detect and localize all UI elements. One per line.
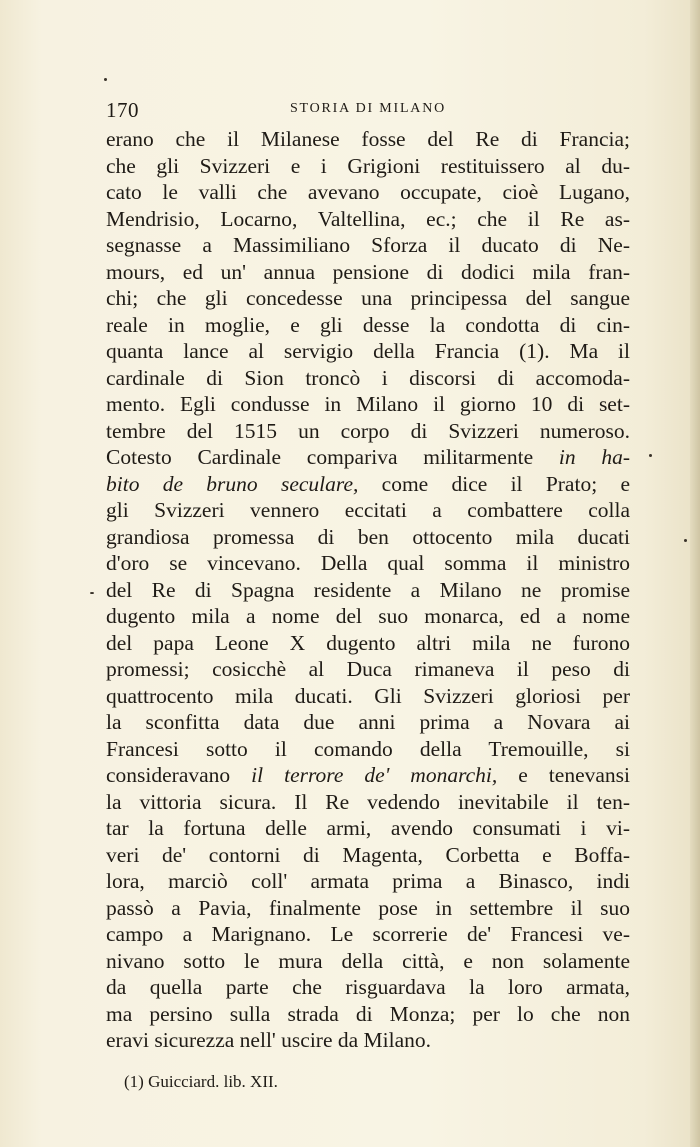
text-line: d'oro se vincevano. Della qual somma il ministro [106, 551, 630, 575]
text-line: segnasse a Massimiliano Sforza il ducato di Ne- [106, 233, 630, 257]
text-line: dugento mila a nome del suo monarca, ed a nome [106, 604, 630, 628]
ink-speck [90, 592, 94, 594]
text-line: reale in moglie, e gli desse la condotta di cin- [106, 312, 630, 337]
text-line: tembre del 1515 un corpo di Svizzeri numeroso. [106, 418, 630, 443]
page-header [106, 98, 630, 122]
ink-speck [104, 78, 107, 81]
text-line: Francesi sotto il comando della Tremouille, si [106, 736, 630, 761]
text-line: gli Svizzeri vennero eccitati a combattere colla [106, 498, 630, 522]
text-line: consideravano il terrore de' monarchi, e tenevansi [106, 763, 630, 787]
text-line: quanta lance al servigio della Francia (1). Ma il [106, 339, 630, 363]
text-line: bito de bruno seculare, come dice il Prato; e [106, 471, 630, 496]
text-line: passò a Pavia, finalmente pose in settembre il suo [106, 895, 630, 920]
text-line: mours, ed un' annua pensione di dodici mila fran- [106, 259, 630, 284]
page-edge [690, 0, 700, 1147]
text-line: chi; che gli concedesse una principessa del sangue [106, 286, 630, 310]
text-line: nivano sotto le mura della città, e non solamente [106, 948, 630, 973]
text-line: che gli Svizzeri e i Grigioni restituissero al du- [106, 153, 630, 178]
page-number: 170 [106, 98, 139, 122]
text-line: mento. Egli condusse in Milano il giorno 10 di set- [106, 392, 630, 416]
text-line: eravi sicurezza nell' uscire da Milano. [106, 1028, 432, 1052]
text-line: campo a Marignano. Le scorrerie de' Francesi ve- [106, 922, 630, 946]
ink-speck [649, 454, 652, 457]
text-line: del papa Leone X dugento altri mila ne furono [106, 630, 630, 655]
text-line: da quella parte che risguardava la loro armata, [106, 975, 630, 999]
text-line: erano che il Milanese fosse del Re di Francia; [106, 127, 630, 151]
text-line: veri de' contorni di Magenta, Corbetta e Boffa- [106, 842, 630, 867]
text-line: la sconfitta data due anni prima a Novara ai [106, 710, 630, 734]
text-line: Mendrisio, Locarno, Valtellina, ec.; che il Re as- [106, 206, 630, 231]
text-line: ma persino sulla strada di Monza; per lo che non [106, 1001, 630, 1026]
text-line: grandiosa promessa di ben ottocento mila ducati [106, 524, 630, 549]
text-line: lora, marciò coll' armata prima a Binasco, indi [106, 869, 630, 893]
footnote: (1) Guicciard. lib. XII. [124, 1072, 278, 1091]
running-title: STORIA DI MILANO [289, 101, 447, 116]
text-line: cardinale di Sion troncò i discorsi di accomoda- [106, 365, 630, 390]
text-line: quattrocento mila ducati. Gli Svizzeri gloriosi per [106, 683, 630, 708]
text-line: Cotesto Cardinale compariva militarmente in ha- [106, 445, 630, 469]
text-line: del Re di Spagna residente a Milano ne promise [106, 577, 630, 602]
text-line: la vittoria sicura. Il Re vedendo inevitabile il ten- [106, 789, 630, 814]
body-text [106, 126, 630, 1054]
text-line: promessi; cosicchè al Duca rimaneva il peso di [106, 657, 630, 681]
text-line: cato le valli che avevano occupate, cioè Lugano, [106, 180, 630, 204]
text-line: tar la fortuna delle armi, avendo consumati i vi- [106, 816, 630, 840]
ink-speck [684, 539, 687, 542]
